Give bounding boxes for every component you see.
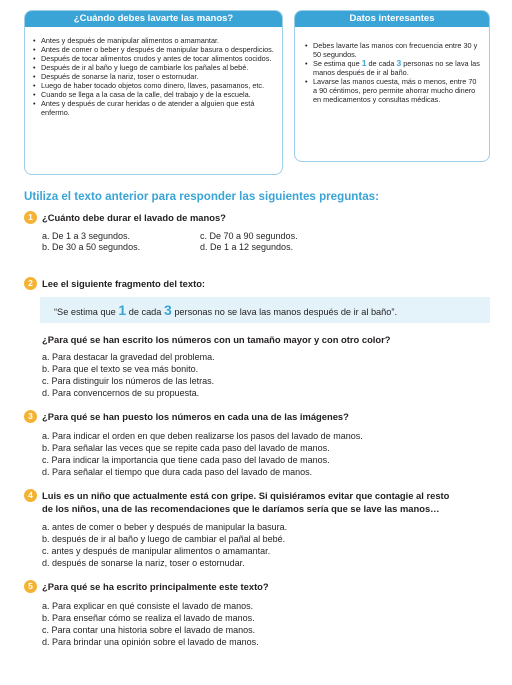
list-item: • Después de tocar alimentos crudos y antes de tocar alimentos cocidos. bbox=[32, 54, 275, 63]
list-item: • Antes de comer o beber y después de manipular basura o desperdicios. bbox=[32, 45, 275, 54]
section-title: Utiliza el texto anterior para responder las siguientes preguntas: bbox=[24, 190, 379, 203]
option: b. Para señalar las veces que se repite cada paso del lavado de manos. bbox=[42, 443, 330, 453]
question-text: ¿Cuánto debe durar el lavado de manos? bbox=[42, 212, 226, 223]
option: c. antes y después de manipular alimentos o amamantar. bbox=[42, 546, 271, 556]
question-text: Lee el siguiente fragmento del texto: bbox=[42, 278, 206, 289]
option: a. De 1 a 3 segundos. bbox=[42, 231, 131, 241]
list-item: • Antes y después de manipular alimentos o amamantar. bbox=[32, 36, 275, 45]
option: d. después de sonarse la nariz, toser o estornudar. bbox=[42, 558, 245, 568]
question-number-badge: 2 bbox=[24, 277, 37, 290]
option: d. Para señalar el tiempo que dura cada paso del lavado de manos. bbox=[42, 467, 313, 477]
box-title: ¿Cuándo debes lavarte las manos? bbox=[25, 11, 282, 27]
fact-text: personas no se lava las manos después de ir al baño. bbox=[313, 59, 480, 77]
subquestion-text: ¿Para qué se han escrito los números con un tamaño mayor y con otro color? bbox=[42, 334, 391, 345]
quote-segment: “Se estima que bbox=[54, 307, 119, 317]
option: a. Para indicar el orden en que deben realizarse los pasos del lavado de manos. bbox=[42, 431, 363, 441]
option: a. Para explicar en qué consiste el lavado de manos. bbox=[42, 601, 254, 611]
option: c. Para indicar la importancia que tiene cada paso del lavado de manos. bbox=[42, 455, 330, 465]
list-item: • Después de ir al baño y luego de cambiarle los pañales al bebé. bbox=[32, 63, 275, 72]
list-item: • Debes lavarte las manos con frecuencia entre 30 y 50 segundos. bbox=[304, 41, 482, 59]
quote-block bbox=[40, 297, 490, 323]
question-text: ¿Para qué se han puesto los números en cada una de las imágenes? bbox=[42, 411, 349, 422]
option: b. después de ir al baño y luego de cambiar el pañal al bebé. bbox=[42, 534, 286, 544]
fact-text: de cada bbox=[366, 59, 397, 68]
facts-list bbox=[304, 41, 482, 104]
option: c. Para distinguir los números de las letras. bbox=[42, 376, 215, 386]
highlight-number: 1 bbox=[118, 302, 127, 318]
highlight-number: 1 bbox=[361, 58, 367, 68]
highlight-number: 3 bbox=[163, 302, 172, 318]
option: d. De 1 a 12 segundos. bbox=[200, 242, 294, 252]
list-item: • Cuando se llega a la casa de la calle, del trabajo y de la escuela. bbox=[32, 90, 275, 99]
quote-text bbox=[54, 303, 397, 319]
option: a. antes de comer o beber y después de manipular la basura. bbox=[42, 522, 288, 532]
option: b. Para enseñar cómo se realiza el lavado de manos. bbox=[42, 613, 255, 623]
option: d. Para convencernos de su propuesta. bbox=[42, 388, 200, 398]
when-list bbox=[32, 36, 275, 117]
list-item: • Después de sonarse la nariz, toser o estornudar. bbox=[32, 72, 275, 81]
list-item: • Luego de haber tocado objetos como dinero, llaves, pasamanos, etc. bbox=[32, 81, 275, 90]
box-title: Datos interesantes bbox=[295, 11, 489, 27]
list-item: • Lavarse las manos cuesta, más o menos, entre 70 a 90 céntimos, pero permite ahorrar mucho dinero en medicamentos y consultas médicas. bbox=[304, 77, 482, 104]
fact-text: Se estima que bbox=[313, 59, 362, 68]
highlight-number: 3 bbox=[396, 58, 402, 68]
list-item: • Antes y después de curar heridas o de atender a alguien que está enfermo. bbox=[32, 99, 275, 117]
question-number-badge: 3 bbox=[24, 410, 37, 423]
question-text-line: Luis es un niño que actualmente está con gripe. Si quisiéramos evitar que contagie al resto bbox=[42, 490, 450, 501]
list-item bbox=[304, 59, 482, 77]
option: d. Para brindar una opinión sobre el lavado de manos. bbox=[42, 637, 259, 647]
question-text: ¿Para qué se ha escrito principalmente este texto? bbox=[42, 581, 269, 592]
interesting-facts-box bbox=[294, 10, 490, 162]
question-number-badge: 5 bbox=[24, 580, 37, 593]
option: b. Para que el texto se vea más bonito. bbox=[42, 364, 199, 374]
option: b. De 30 a 50 segundos. bbox=[42, 242, 141, 252]
handwashing-when-box bbox=[24, 10, 283, 175]
option: c. Para contar una historia sobre el lavado de manos. bbox=[42, 625, 256, 635]
option: c. De 70 a 90 segundos. bbox=[200, 231, 298, 241]
option: a. Para destacar la gravedad del problema. bbox=[42, 352, 215, 362]
quote-segment: personas no se lava las manos después de ir al baño”. bbox=[171, 307, 397, 317]
question-number-badge: 4 bbox=[24, 489, 37, 502]
question-number-badge: 1 bbox=[24, 211, 37, 224]
quote-segment: de cada bbox=[126, 307, 164, 317]
question-text-line: de los niños, una de las recomendaciones que le daríamos sería que se lave las manos… bbox=[42, 503, 440, 514]
